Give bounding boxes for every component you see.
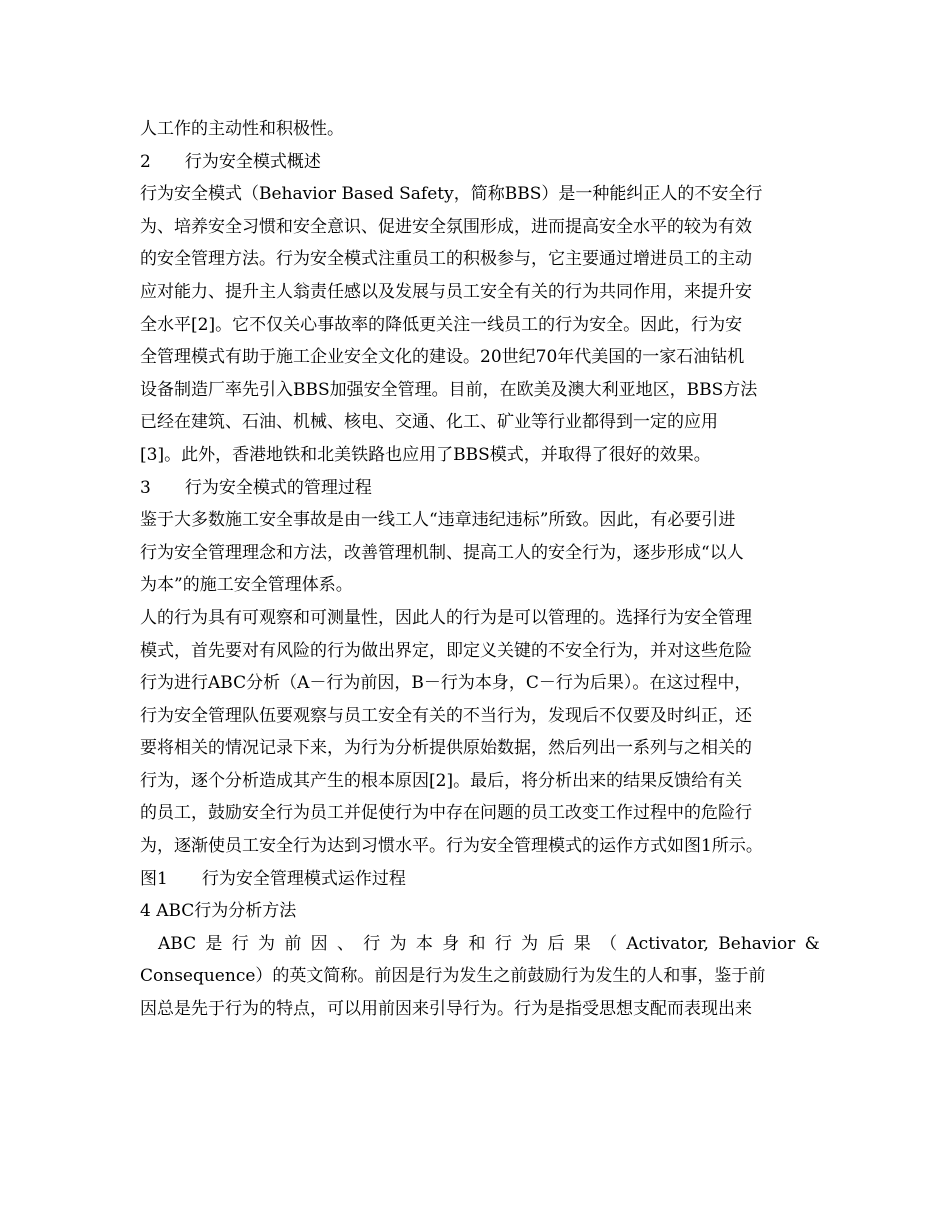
spaced-text-line [140, 928, 820, 961]
section-heading: 4 ABC行为分析方法 [140, 901, 297, 922]
text-line: 为、培养安全习惯和安全意识、促进安全氛围形成，进而提高安全水平的较为有效 [140, 216, 752, 237]
text-line: 模式，首先要对有风险的行为做出界定，即定义关键的不安全行为，并对这些危险 [140, 640, 752, 661]
text-token: 果 [573, 933, 591, 954]
text-token: 是 [205, 933, 223, 954]
text-line: 行为进行ABC分析（A－行为前因，B－行为本身，C－行为后果）。在这过程中， [140, 673, 752, 694]
text-line: [3]。此外，香港地铁和北美铁路也应用了BBS模式，并取得了很好的效果。 [140, 444, 711, 465]
text-token: 为 [521, 933, 539, 954]
text-line: 全水平[2]。它不仅关心事故率的降低更关注一线员工的行为安全。因此，行为安 [140, 314, 743, 335]
section-heading: 2 行为安全模式概述 [140, 151, 321, 172]
text-token: ABC [158, 933, 197, 954]
text-token: 行 [363, 933, 381, 954]
section-heading: 3 行为安全模式的管理过程 [140, 477, 372, 498]
text-line: 全管理模式有助于施工企业安全文化的建设。20世纪70年代美国的一家石油钻机 [140, 347, 745, 368]
text-line: 人工作的主动性和积极性。 [140, 119, 344, 139]
text-line: 要将相关的情况记录下来，为行为分析提供原始数据，然后列出一系列与之相关的 [140, 738, 752, 759]
document-body [140, 113, 820, 1026]
text-line: 的安全管理方法。行为安全模式注重员工的积极参与，它主要通过增进员工的主动 [140, 249, 752, 270]
text-token: 和 [468, 933, 486, 954]
text-line: 为，逐渐使员工安全行为达到习惯水平。行为安全管理模式的运作方式如图1所示。 [140, 836, 763, 857]
text-token: Activator, [626, 933, 709, 954]
text-line: 因总是先于行为的特点，可以用前因来引导行为。行为是指受思想支配而表现出来 [140, 999, 752, 1020]
text-token: 后 [547, 933, 565, 954]
text-line: Consequence）的英文简称。前因是行为发生之前鼓励行为发生的人和事，鉴于前 [140, 966, 766, 987]
text-token: 本 [415, 933, 433, 954]
text-line: 为本”的施工安全管理体系。 [140, 575, 353, 596]
text-line: 的员工，鼓励安全行为员工并促使行为中存在问题的员工改变工作过程中的危险行 [140, 803, 752, 824]
text-line: 已经在建筑、石油、机械、核电、交通、化工、矿业等行业都得到一定的应用 [140, 412, 718, 433]
text-line: 行为，逐个分析造成其产生的根本原因[2]。最后，将分析出来的结果反馈给有关 [140, 770, 743, 791]
text-line: 设备制造厂率先引入BBS加强安全管理。目前，在欧美及澳大利亚地区，BBS方法 [140, 379, 758, 400]
text-line: 行为安全模式（Behavior Based Safety，简称BBS）是一种能纠正人的不安全行 [140, 184, 763, 205]
text-line: 应对能力、提升主人翁责任感以及发展与员工安全有关的行为共同作用，来提升安 [140, 281, 752, 302]
text-token: 为 [258, 933, 276, 954]
text-token: 、 [336, 933, 354, 954]
text-token: Behavior [718, 933, 796, 954]
figure-caption: 图1 行为安全管理模式运作过程 [140, 868, 406, 889]
text-line: 行为安全管理队伍要观察与员工安全有关的不当行为，发现后不仅要及时纠正，还 [140, 705, 752, 726]
text-line: 鉴于大多数施工安全事故是由一线工人“违章违纪违标”所致。因此，有必要引进 [140, 510, 736, 531]
text-token: 身 [442, 933, 460, 954]
text-token: 行 [494, 933, 512, 954]
text-token: 行 [231, 933, 249, 954]
text-token: 因 [310, 933, 328, 954]
text-token: & [804, 933, 820, 954]
text-line: 人的行为具有可观察和可测量性，因此人的行为是可以管理的。选择行为安全管理 [140, 607, 752, 628]
text-line: 行为安全管理理念和方法，改善管理机制、提高工人的安全行为，逐步形成“以人 [140, 542, 744, 563]
text-token: 为 [389, 933, 407, 954]
text-token: （ [600, 933, 618, 954]
text-token: 前 [284, 933, 302, 954]
